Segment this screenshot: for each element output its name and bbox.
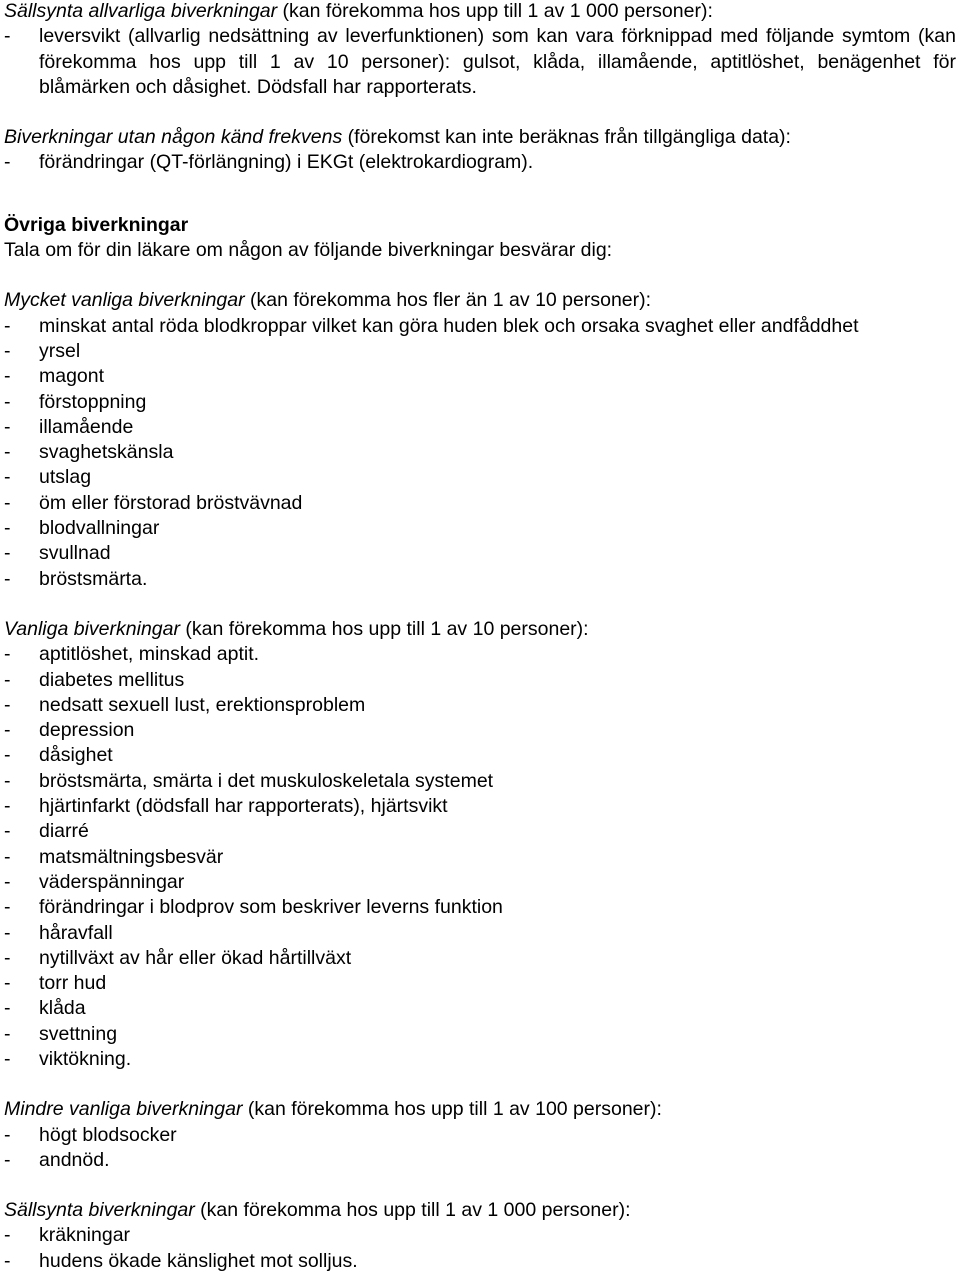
list-item xyxy=(4,150,956,175)
section-intro xyxy=(4,617,956,642)
list-item-text: andnöd. xyxy=(39,1148,110,1171)
list-item-text: diarré xyxy=(39,820,89,843)
list-item xyxy=(4,390,956,415)
section-intro xyxy=(4,288,956,313)
section-intro xyxy=(4,125,956,150)
list-item-text: leversvikt (allvarlig nedsättning av leverfunktionen) som kan vara förknippad med följande symtom (kan förekomma hos upp till 1 av 10 personer): gulsot, klåda, illamående, aptitlöshet, benägenhet för blåmärken och dåsighet. Dödsfall har rapporterats. xyxy=(39,25,956,98)
frequency-label: Vanliga biverkningar xyxy=(4,617,180,640)
list-item-text: väderspänningar xyxy=(39,870,185,893)
list-item-text: aptitlöshet, minskad aptit. xyxy=(39,643,260,666)
list-item xyxy=(4,895,956,920)
bullet-dash: - xyxy=(4,693,11,716)
list-item-text: depression xyxy=(39,719,135,742)
frequency-description: (kan förekomma hos upp till 1 av 1 000 personer): xyxy=(194,1199,631,1222)
list-item xyxy=(4,491,956,516)
list-item xyxy=(4,693,956,718)
list-item xyxy=(4,870,956,895)
bullet-dash: - xyxy=(4,795,11,818)
other-side-effects-intro: Tala om för din läkare om någon av följande biverkningar besvärar dig: xyxy=(4,239,613,262)
list-item-text: bröstsmärta, smärta i det muskuloskeletala systemet xyxy=(39,769,494,792)
common-section xyxy=(4,617,956,1072)
bullet-dash: - xyxy=(4,921,11,944)
bullet-dash: - xyxy=(4,1022,11,1045)
bullet-dash: - xyxy=(4,25,11,48)
bullet-dash: - xyxy=(4,314,11,337)
other-side-effects-block xyxy=(4,213,956,264)
list-item xyxy=(4,339,956,364)
list-item xyxy=(4,314,956,339)
list-item-text: yrsel xyxy=(39,339,81,362)
list-item-text: dåsighet xyxy=(39,744,113,767)
list-item-text: högt blodsocker xyxy=(39,1123,177,1146)
list-item-text: svullnad xyxy=(39,542,111,565)
list-item-text: bröstsmärta. xyxy=(39,567,148,590)
frequency-description: (kan förekomma hos fler än 1 av 10 personer): xyxy=(244,289,652,312)
list-item-text: blodvallningar xyxy=(39,517,160,540)
bullet-dash: - xyxy=(4,870,11,893)
list-item-text: illamående xyxy=(39,415,134,438)
very-common-section xyxy=(4,288,956,592)
frequency-label: Sällsynta allvarliga biverkningar xyxy=(4,0,278,22)
bullet-dash: - xyxy=(4,415,11,438)
bullet-dash: - xyxy=(4,491,11,514)
bullet-dash: - xyxy=(4,542,11,565)
list-item xyxy=(4,1223,956,1248)
bullet-dash: - xyxy=(4,441,11,464)
bullet-dash: - xyxy=(4,1224,11,1247)
list-item xyxy=(4,1022,956,1047)
list-item xyxy=(4,642,956,667)
bullet-dash: - xyxy=(4,151,11,174)
document-body xyxy=(4,0,956,1274)
bullet-dash: - xyxy=(4,769,11,792)
list-item-text: torr hud xyxy=(39,972,107,995)
frequency-label: Mindre vanliga biverkningar xyxy=(4,1098,243,1121)
bullet-dash: - xyxy=(4,896,11,919)
bullet-dash: - xyxy=(4,567,11,590)
uncommon-section xyxy=(4,1097,956,1173)
list-item-text: matsmältningsbesvär xyxy=(39,845,224,868)
bullet-dash: - xyxy=(4,997,11,1020)
frequency-description: (förekomst kan inte beräknas från tillgängliga data): xyxy=(342,126,791,149)
list-item xyxy=(4,794,956,819)
list-item xyxy=(4,24,956,100)
bullet-dash: - xyxy=(4,643,11,666)
frequency-label: Sällsynta biverkningar xyxy=(4,1199,195,1222)
frequency-description: (kan förekomma hos upp till 1 av 100 personer): xyxy=(242,1098,662,1121)
list-item xyxy=(4,743,956,768)
list-item-text: öm eller förstorad bröstvävnad xyxy=(39,491,303,514)
list-item-text: minskat antal röda blodkroppar vilket kan göra huden blek och orsaka svaghet eller andfåddhet xyxy=(39,314,859,337)
list-item-text: hjärtinfarkt (dödsfall har rapporterats), hjärtsvikt xyxy=(39,795,448,818)
list-item-text: viktökning. xyxy=(39,1047,132,1070)
list-item-text: förändringar i blodprov som beskriver leverns funktion xyxy=(39,896,503,919)
bullet-dash: - xyxy=(4,466,11,489)
section-intro xyxy=(4,1198,956,1223)
section-intro xyxy=(4,0,956,24)
serious-rare-section xyxy=(4,0,956,100)
list-item-text: nytillväxt av hår eller ökad hårtillväxt xyxy=(39,946,352,969)
frequency-label: Mycket vanliga biverkningar xyxy=(4,289,245,312)
list-item-text: kräkningar xyxy=(39,1224,131,1247)
list-item-text: håravfall xyxy=(39,921,113,944)
list-item xyxy=(4,769,956,794)
bullet-dash: - xyxy=(4,820,11,843)
bullet-dash: - xyxy=(4,1148,11,1171)
rare-section xyxy=(4,1198,956,1274)
list-item-text: svettning xyxy=(39,1022,118,1045)
frequency-description: (kan förekomma hos upp till 1 av 10 personer): xyxy=(179,617,589,640)
bullet-dash: - xyxy=(4,946,11,969)
bullet-dash: - xyxy=(4,365,11,388)
bullet-dash: - xyxy=(4,972,11,995)
list-item xyxy=(4,921,956,946)
bullet-dash: - xyxy=(4,845,11,868)
list-item-text: nedsatt sexuell lust, erektionsproblem xyxy=(39,693,366,716)
section-intro xyxy=(4,1097,956,1122)
list-item-text: förändringar (QT-förlängning) i EKGt (elektrokardiogram). xyxy=(39,151,534,174)
list-item-text: förstoppning xyxy=(39,390,147,413)
list-item xyxy=(4,541,956,566)
list-item xyxy=(4,1148,956,1173)
list-item-text: hudens ökade känslighet mot solljus. xyxy=(39,1249,358,1272)
list-item xyxy=(4,1123,956,1148)
list-item xyxy=(4,996,956,1021)
bullet-dash: - xyxy=(4,390,11,413)
list-item xyxy=(4,440,956,465)
bullet-dash: - xyxy=(4,517,11,540)
list-item xyxy=(4,516,956,541)
frequency-label: Biverkningar utan någon känd frekvens xyxy=(4,126,343,149)
list-item xyxy=(4,971,956,996)
list-item xyxy=(4,567,956,592)
bullet-dash: - xyxy=(4,339,11,362)
list-item xyxy=(4,1249,956,1274)
frequency-description: (kan förekomma hos upp till 1 av 1 000 personer): xyxy=(277,0,713,22)
list-item xyxy=(4,718,956,743)
list-item xyxy=(4,465,956,490)
bullet-dash: - xyxy=(4,744,11,767)
list-item-text: magont xyxy=(39,365,105,388)
list-item xyxy=(4,668,956,693)
bullet-dash: - xyxy=(4,1047,11,1070)
bullet-dash: - xyxy=(4,1249,11,1272)
bullet-dash: - xyxy=(4,668,11,691)
list-item-text: svaghetskänsla xyxy=(39,441,174,464)
bullet-dash: - xyxy=(4,1123,11,1146)
list-item-text: klåda xyxy=(39,997,86,1020)
list-item xyxy=(4,1047,956,1072)
list-item xyxy=(4,415,956,440)
list-item xyxy=(4,946,956,971)
unknown-frequency-section xyxy=(4,125,956,176)
bullet-dash: - xyxy=(4,719,11,742)
list-item xyxy=(4,845,956,870)
list-item xyxy=(4,364,956,389)
list-item-text: utslag xyxy=(39,466,92,489)
list-item-text: diabetes mellitus xyxy=(39,668,185,691)
list-item xyxy=(4,819,956,844)
other-side-effects-heading: Övriga biverkningar xyxy=(4,213,189,236)
